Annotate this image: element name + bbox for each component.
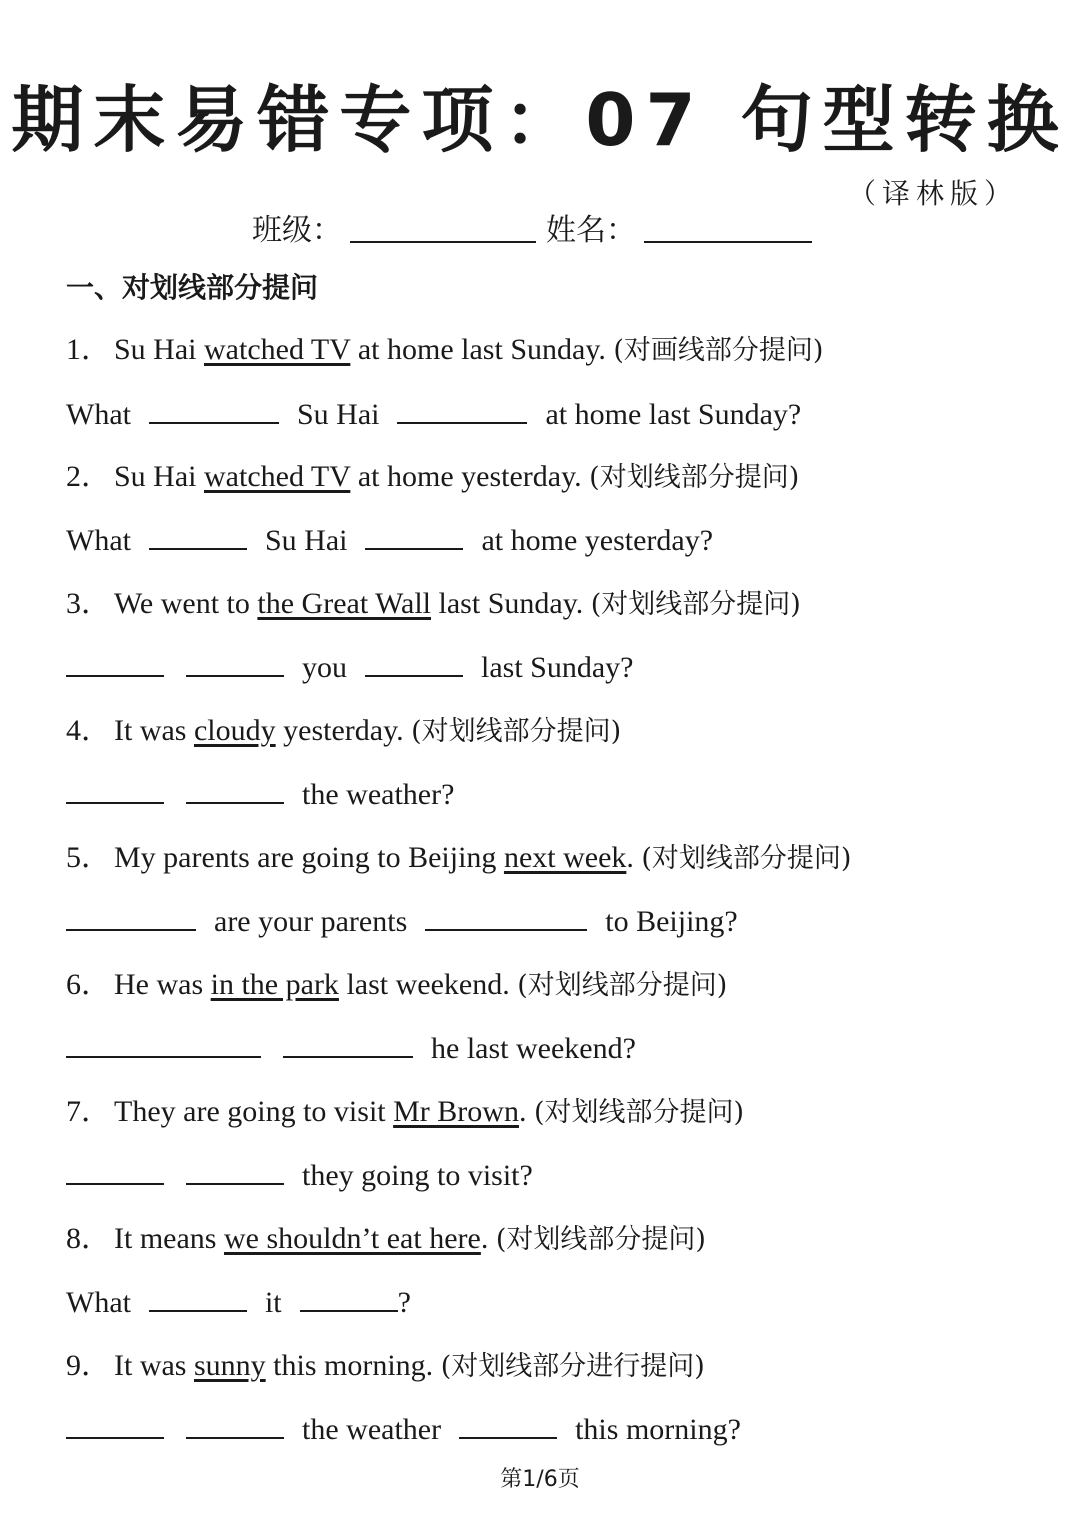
question-text: yesterday.: [275, 714, 412, 747]
question-text: this morning.: [265, 1349, 441, 1382]
question-text: at home last Sunday.: [350, 333, 614, 366]
question-number: 3．: [66, 587, 111, 620]
question-number: 4．: [66, 714, 111, 747]
question-number: 9．: [66, 1349, 111, 1382]
answer-blank[interactable]: [149, 394, 279, 424]
question-text: We went to: [114, 587, 258, 620]
underlined-part: in the park: [210, 968, 339, 1001]
answer-word: you: [302, 651, 347, 684]
answer-blank[interactable]: [186, 1155, 284, 1185]
underlined-part: sunny: [193, 1349, 266, 1382]
answer-word: at home last Sunday?: [545, 398, 802, 431]
answer-word: are your parents: [214, 905, 408, 938]
question-text: He was: [114, 968, 211, 1001]
underlined-part: watched TV: [204, 460, 351, 493]
question-1: [66, 330, 823, 371]
question-number: 5．: [66, 841, 111, 874]
underlined-part: cloudy: [193, 714, 276, 747]
answer-line-1: [66, 394, 801, 435]
answer-word: Su Hai: [296, 398, 380, 431]
answer-word: to Beijing?: [605, 905, 738, 938]
instruction-note: (对划线部分进行提问): [440, 1351, 705, 1382]
answer-blank[interactable]: [186, 774, 284, 804]
answer-blank[interactable]: [66, 1028, 261, 1058]
answer-blank[interactable]: [425, 901, 587, 931]
answer-word: the weather: [302, 1413, 442, 1446]
answer-line-7: [66, 1155, 533, 1196]
question-number: 7．: [66, 1095, 111, 1128]
instruction-note: (对划线部分提问): [411, 716, 622, 747]
question-text: Su Hai: [114, 460, 204, 493]
name-blank[interactable]: [644, 241, 812, 243]
question-7: [66, 1092, 744, 1133]
question-2: [66, 457, 799, 498]
answer-word: What: [66, 398, 131, 431]
answer-blank[interactable]: [66, 774, 164, 804]
question-3: [66, 584, 801, 625]
answer-blank[interactable]: [186, 1409, 284, 1439]
question-9: [66, 1346, 705, 1387]
underlined-part: next week: [503, 841, 627, 874]
edition-label: （译林版）: [847, 177, 1018, 210]
answer-blank[interactable]: [186, 647, 284, 677]
answer-word: he last weekend?: [431, 1032, 636, 1065]
answer-blank[interactable]: [365, 647, 463, 677]
underlined-part: the Great Wall: [257, 587, 432, 620]
question-text: It was: [114, 714, 194, 747]
answer-word: Su Hai: [264, 524, 348, 557]
instruction-note: (对划线部分提问): [589, 462, 800, 493]
answer-blank[interactable]: [397, 394, 527, 424]
question-text: It means: [114, 1222, 224, 1255]
question-number: 2．: [66, 460, 111, 493]
answer-blank[interactable]: [149, 1282, 247, 1312]
question-text: at home yesterday.: [350, 460, 590, 493]
answer-blank[interactable]: [66, 1409, 164, 1439]
answer-line-9: [66, 1409, 741, 1450]
instruction-note: (对划线部分提问): [517, 970, 728, 1001]
page-title: 期末易错专项：07 句型转换: [11, 78, 1069, 162]
question-text: last Sunday.: [431, 587, 591, 620]
question-text: .: [480, 1222, 496, 1255]
answer-blank[interactable]: [459, 1409, 557, 1439]
question-number: 8．: [66, 1222, 111, 1255]
question-6: [66, 965, 727, 1006]
question-text: It was: [114, 1349, 194, 1382]
underlined-part: watched TV: [204, 333, 351, 366]
question-text: Su Hai: [114, 333, 204, 366]
question-8: [66, 1219, 706, 1260]
instruction-note: (对划线部分提问): [590, 589, 801, 620]
answer-blank[interactable]: [66, 1155, 164, 1185]
instruction-note: (对划线部分提问): [641, 843, 852, 874]
answer-blank[interactable]: [300, 1282, 398, 1312]
section-title: 一、对划线部分提问: [66, 271, 319, 304]
answer-word: What: [66, 524, 131, 557]
answer-word: ?: [397, 1286, 411, 1319]
answer-word: What: [66, 1286, 131, 1319]
answer-word: this morning?: [575, 1413, 741, 1446]
question-4: [66, 711, 621, 752]
question-number: 6．: [66, 968, 111, 1001]
underlined-part: we shouldn’t eat here: [223, 1222, 481, 1255]
answer-word: they going to visit?: [302, 1159, 533, 1192]
answer-word: it: [264, 1286, 282, 1319]
answer-word: the weather?: [302, 778, 455, 811]
answer-blank[interactable]: [149, 520, 247, 550]
question-number: 1．: [66, 333, 111, 366]
question-5: [66, 838, 851, 879]
instruction-note: (对划线部分提问): [533, 1097, 745, 1128]
class-blank[interactable]: [350, 241, 536, 243]
answer-line-3: [66, 647, 633, 688]
question-text: They are going to visit: [114, 1095, 394, 1128]
class-label: 班级：: [252, 213, 342, 248]
answer-word: last Sunday?: [481, 651, 634, 684]
question-text: .: [626, 841, 642, 874]
instruction-note: (对划线部分提问): [495, 1224, 706, 1255]
answer-line-4: [66, 774, 454, 815]
underlined-part: Mr Brown: [393, 1095, 519, 1128]
answer-blank[interactable]: [365, 520, 463, 550]
answer-line-5: [66, 901, 738, 942]
answer-blank[interactable]: [283, 1028, 413, 1058]
answer-line-2: [66, 520, 713, 561]
answer-line-6: [66, 1028, 636, 1069]
page-number: 第1/6页: [500, 1467, 580, 1492]
instruction-note: (对画线部分提问): [613, 335, 824, 366]
name-label: 姓名：: [546, 213, 636, 248]
answer-word: at home yesterday?: [481, 524, 714, 557]
question-text: last weekend.: [338, 968, 518, 1001]
answer-line-8: [66, 1282, 411, 1323]
question-text: My parents are going to Beijing: [114, 841, 504, 874]
answer-blank[interactable]: [66, 901, 196, 931]
answer-blank[interactable]: [66, 647, 164, 677]
question-text: .: [518, 1095, 534, 1128]
